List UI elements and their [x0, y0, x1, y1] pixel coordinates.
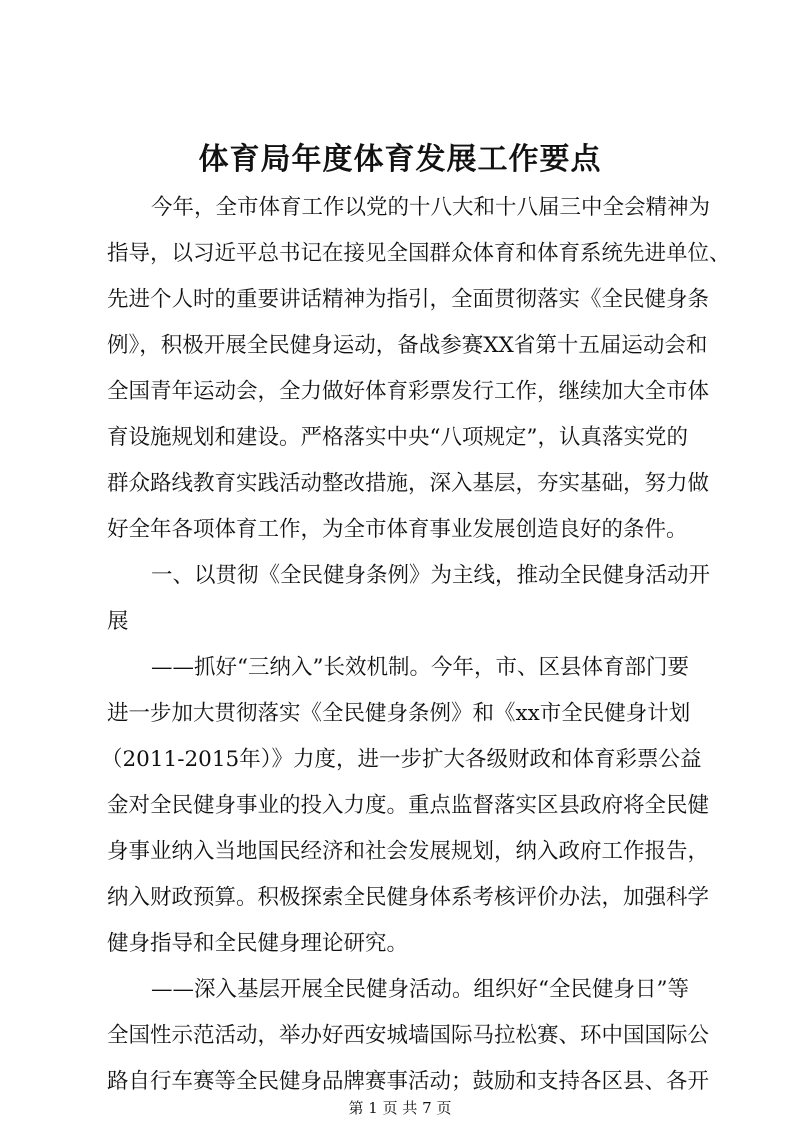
paragraph-line: 进一步加大贯彻落实《全民健身条例》和《xx市全民健身计划	[107, 701, 691, 726]
paragraph-line: 育设施规划和建设。严格落实中央“八项规定”，认真落实党的	[107, 425, 688, 450]
paragraph-line: 群众路线教育实践活动整改措施，深入基层，夯实基础，努力做	[107, 471, 710, 496]
document-title: 体育局年度体育发展工作要点	[198, 142, 602, 177]
paragraph-line: 先进个人时的重要讲话精神为指引，全面贯彻落实《全民健身条	[107, 287, 710, 312]
paragraph-line: 好全年各项体育工作，为全市体育事业发展创造良好的条件。	[107, 517, 688, 542]
paragraph-line: ——深入基层开展全民健身活动。组织好“全民健身日”等	[151, 977, 689, 1002]
paragraph-line: 路自行车赛等全民健身品牌赛事活动；鼓励和支持各区县、各开	[107, 1069, 710, 1094]
paragraph-line: 全国青年运动会，全力做好体育彩票发行工作，继续加大全市体	[107, 379, 710, 404]
paragraph-line: 健身指导和全民健身理论研究。	[107, 931, 409, 956]
paragraph-line: 身事业纳入当地国民经济和社会发展规划，纳入政府工作报告，	[107, 839, 710, 864]
paragraph-line: 指导，以习近平总书记在接见全国群众体育和体育系统先进单位、	[107, 241, 731, 266]
paragraph-line: ——抓好“三纳入”长效机制。今年，市、区县体育部门要	[151, 655, 689, 680]
section-heading-line: 一、以贯彻《全民健身条例》为主线，推动全民健身活动开	[151, 563, 711, 588]
paragraph-line: （2011-2015年）》力度，进一步扩大各级财政和体育彩票公益	[101, 747, 702, 772]
section-heading-line: 展	[107, 609, 129, 634]
page-footer: 第 1 页 共 7 页	[348, 1099, 452, 1117]
paragraph-line: 今年，全市体育工作以党的十八大和十八届三中全会精神为	[151, 195, 711, 220]
paragraph-line: 金对全民健身事业的投入力度。重点监督落实区县政府将全民健	[107, 793, 710, 818]
paragraph-line: 例》，积极开展全民健身运动，备战参赛XX省第十五届运动会和	[107, 333, 708, 358]
paragraph-line: 纳入财政预算。积极探索全民健身体系考核评价办法，加强科学	[107, 885, 710, 910]
paragraph-line: 全国性示范活动，举办好西安城墙国际马拉松赛、环中国国际公	[107, 1023, 710, 1048]
